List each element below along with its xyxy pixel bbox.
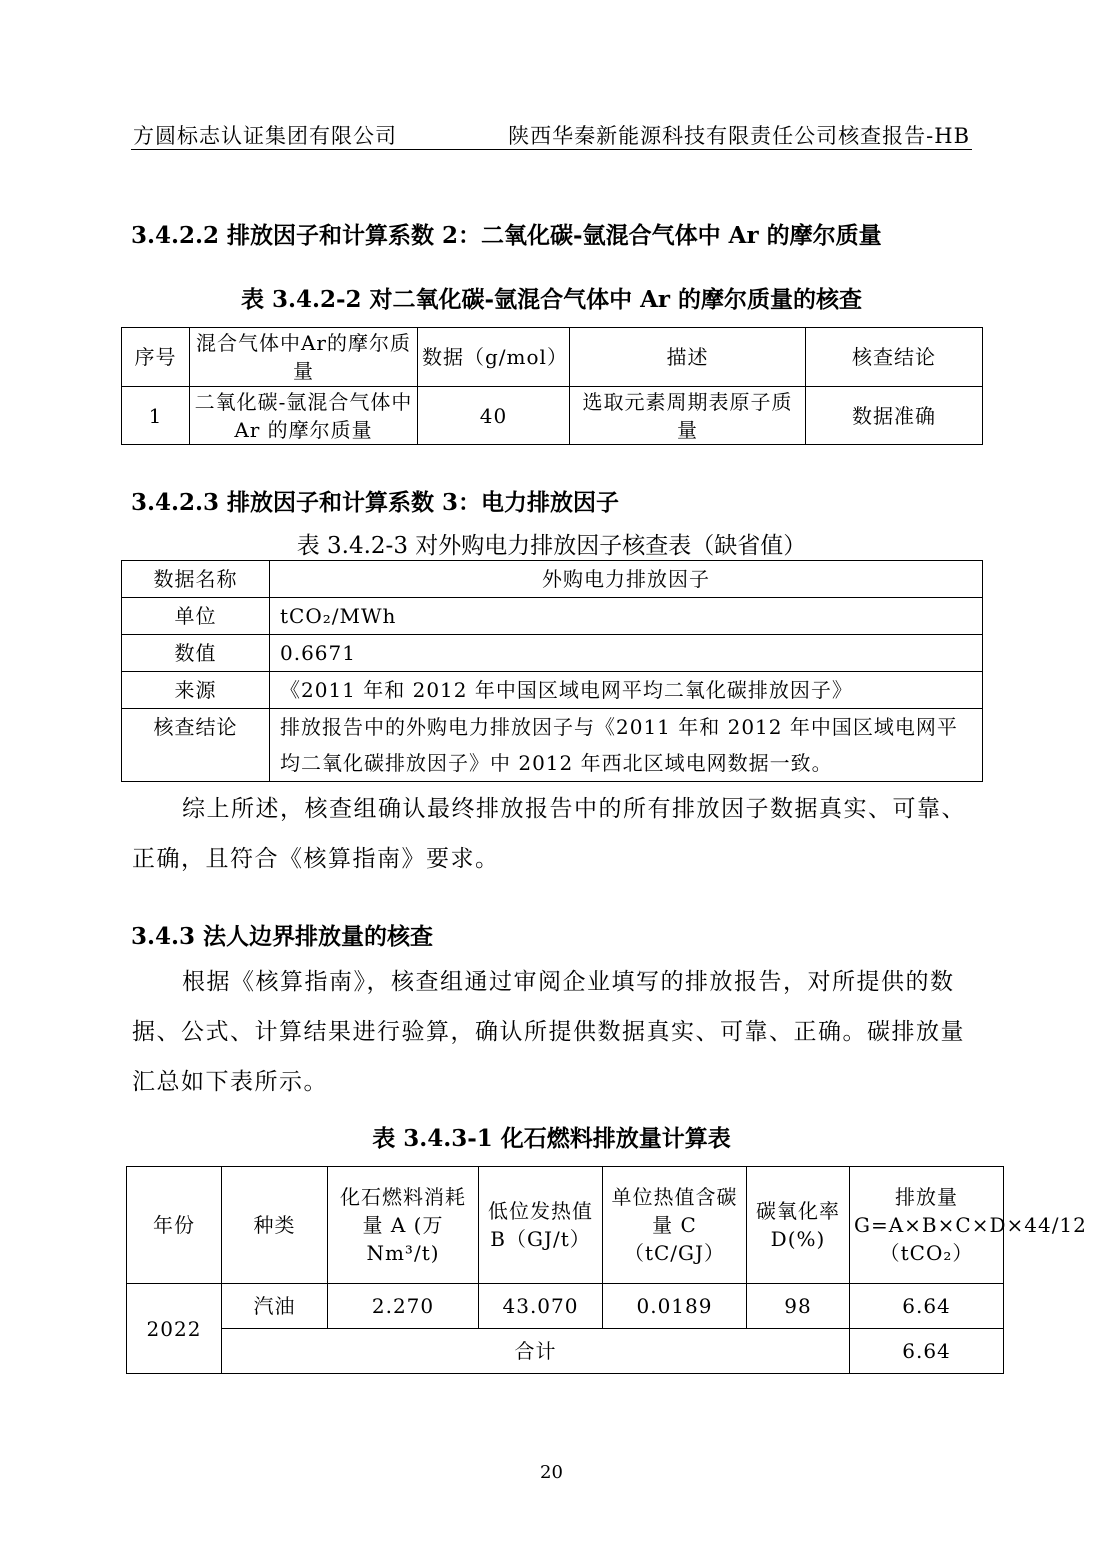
table-cell: 43.070 [479, 1284, 603, 1329]
table-cell: 《2011 年和 2012 年中国区域电网平均二氧化碳排放因子》 [270, 672, 983, 709]
table-label-cell: 单位 [122, 598, 270, 635]
table-total-label: 合计 [222, 1329, 850, 1374]
table-cell: 二氧化碳-氩混合气体中 Ar 的摩尔质量 [190, 387, 418, 445]
table-3423 [121, 560, 983, 782]
table-3431-header-cell: 种类 [222, 1167, 328, 1284]
table-year-cell: 2022 [127, 1284, 222, 1374]
table-3431-caption: 表 3.4.3-1 化石燃料排放量计算表 [372, 1125, 731, 1152]
table-3422-header-row [122, 328, 983, 387]
table-row [122, 709, 983, 782]
section-3422-heading: 3.4.2.2 排放因子和计算系数 2：二氧化碳-氩混合气体中 Ar 的摩尔质量 [131, 222, 882, 249]
table-row [122, 598, 983, 635]
section-343-paragraph: 根据《核算指南》，核查组通过审阅企业填写的排放报告，对所提供的数据、公式、计算结果进行验算，确认所提供数据真实、可靠、正确。碳排放量汇总如下表所示。 [132, 969, 965, 1095]
table-cell: 汽油 [222, 1284, 328, 1329]
table-row [122, 387, 983, 445]
table-cell: 6.64 [850, 1284, 1004, 1329]
table-row [122, 635, 983, 672]
table-3422-header-cell: 核查结论 [806, 328, 983, 387]
table-3422-header-cell: 混合气体中Ar的摩尔质量 [190, 328, 418, 387]
header-rule [131, 149, 972, 150]
table-cell: tCO₂/MWh [270, 598, 983, 635]
table-3422 [121, 327, 983, 445]
table-cell: 选取元素周期表原子质量 [570, 387, 806, 445]
summary-paragraph: 综上所述，核查组确认最终排放报告中的所有排放因子数据真实、可靠、正确，且符合《核算指南》要求。 [132, 796, 966, 872]
table-3431-header-cell: 年份 [127, 1167, 222, 1284]
table-row [122, 672, 983, 709]
table-3422-caption: 表 3.4.2-2 对二氧化碳-氩混合气体中 Ar 的摩尔质量的核查 [240, 286, 863, 313]
table-3431-header-cell: 单位热值含碳量 C（tC/GJ） [603, 1167, 747, 1284]
table-label-cell: 数据名称 [122, 561, 270, 598]
table-cell: 1 [122, 387, 190, 445]
header-right: 陕西华秦新能源科技有限责任公司核查报告-HB [508, 124, 970, 148]
table-3431-header-cell: 低位发热值 B（GJ/t） [479, 1167, 603, 1284]
section-3423-heading: 3.4.2.3 排放因子和计算系数 3：电力排放因子 [131, 489, 620, 516]
table-3431 [126, 1166, 1087, 1374]
table-cell: 40 [418, 387, 570, 445]
table-3422-header-cell: 数据（g/mol） [418, 328, 570, 387]
table-total-row [127, 1329, 1004, 1374]
table-label-cell: 数值 [122, 635, 270, 672]
table-3431-header-cell: 排放量 G=A×B×C×D×44/12（tCO₂） [850, 1167, 1004, 1284]
table-3431-header-row [127, 1167, 1004, 1284]
table-row [122, 561, 983, 598]
table-3431-header-cell: 碳氧化率 D(%) [747, 1167, 850, 1284]
table-3422-header-cell: 描述 [570, 328, 806, 387]
table-label-cell: 来源 [122, 672, 270, 709]
table-row [127, 1284, 1004, 1329]
table-cell: 数据准确 [806, 387, 983, 445]
table-cell: 0.6671 [270, 635, 983, 672]
page-number: 20 [540, 1462, 563, 1483]
table-total-value: 6.64 [850, 1329, 1004, 1374]
table-cell: 98 [747, 1284, 850, 1329]
table-cell: 外购电力排放因子 [270, 561, 983, 598]
table-3431-header-cell: 化石燃料消耗量 A (万 Nm³/t) [328, 1167, 479, 1284]
table-cell: 2.270 [328, 1284, 479, 1329]
table-3423-caption: 表 3.4.2-3 对外购电力排放因子核查表（缺省值） [296, 533, 807, 559]
table-cell: 0.0189 [603, 1284, 747, 1329]
table-3422-header-cell: 序号 [122, 328, 190, 387]
section-343-heading: 3.4.3 法人边界排放量的核查 [131, 923, 434, 950]
table-label-cell: 核查结论 [122, 709, 270, 782]
table-cell: 排放报告中的外购电力排放因子与《2011 年和 2012 年中国区域电网平均二氧化碳排放因子》中 2012 年西北区域电网数据一致。 [270, 709, 983, 782]
header-left: 方圆标志认证集团有限公司 [133, 124, 397, 148]
